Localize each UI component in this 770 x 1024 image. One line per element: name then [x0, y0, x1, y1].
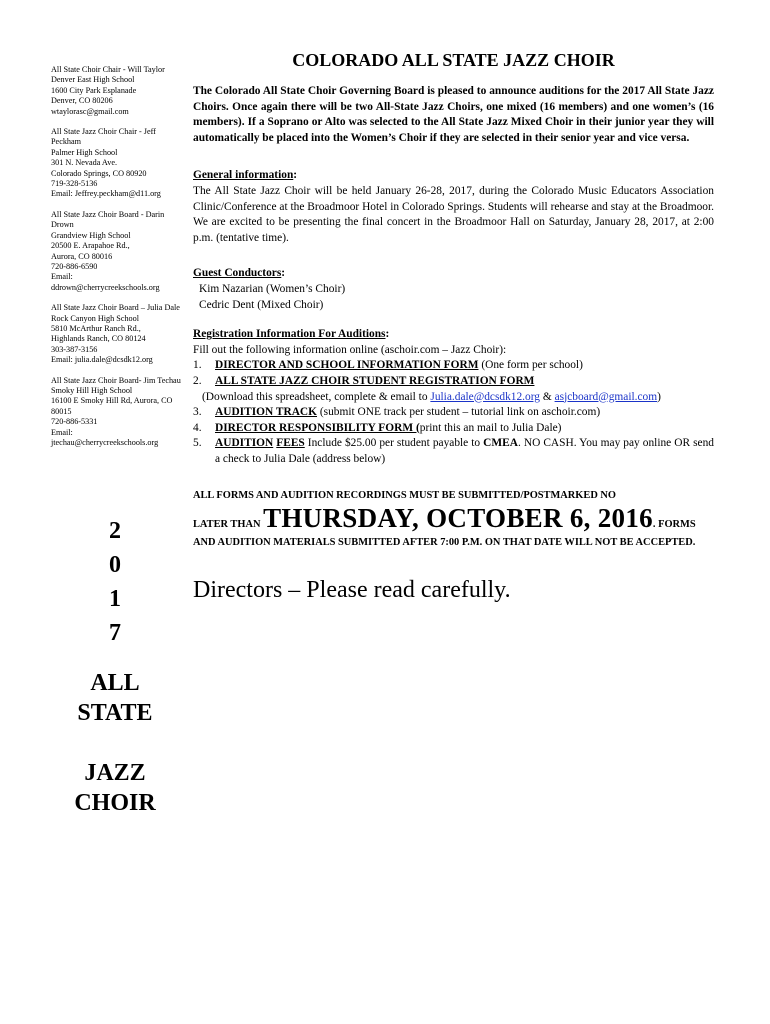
contact-line: 5810 McArthur Ranch Rd., — [51, 323, 141, 333]
contact-line: Rock Canyon High School — [51, 313, 140, 323]
year-digit: 0 — [109, 552, 121, 578]
guest-conductor: Kim Nazarian (Women’s Choir) — [199, 282, 346, 295]
contact-line: Grandview High School — [51, 230, 131, 240]
email-link-board[interactable]: asjcboard@gmail.com — [554, 390, 658, 403]
list-text: Include $25.00 per student payable to — [304, 437, 484, 450]
guest-section — [193, 266, 714, 313]
vertical-year — [95, 514, 135, 650]
year-digit: 7 — [109, 620, 121, 646]
contact-block-board-techau — [51, 376, 181, 449]
contact-line: Palmer High School — [51, 147, 118, 157]
contact-line: All State Jazz Choir Chair - Jeff Peckham — [51, 127, 156, 147]
heading-colon: : — [385, 328, 390, 341]
download-text: ) — [657, 390, 661, 403]
contact-email[interactable]: wtaylorasc@gmail.com — [51, 106, 129, 116]
contact-line: 1600 City Park Esplanade — [51, 85, 137, 95]
deadline-line: ALL FORMS AND AUDITION RECORDINGS MUST BE SUBMITTED/POSTMARKED NO — [193, 490, 617, 502]
contact-line: Colorado Springs, CO 80920 — [51, 168, 147, 178]
audition-track-link[interactable]: AUDITION TRACK — [215, 406, 318, 419]
list-text: . NO CASH. You may pay online OR send a check to Julia Dale (address below) — [215, 437, 714, 465]
year-digit: 1 — [109, 586, 121, 612]
contact-email[interactable]: jtechau@cherrycreekschools.org — [51, 438, 159, 447]
list-number: 1. — [193, 359, 202, 372]
deadline-forms: FORMS — [655, 519, 696, 531]
download-text: (Download this spreadsheet, complete & email to — [202, 390, 431, 403]
intro-paragraph: The Colorado All State Choir Governing Board is pleased to announce auditions for the 2017 All State Jazz Choirs. Once again there will be two All-State Jazz Choirs, one mixed (16 members) and one women’s (16 members). If a Soprano or Alto was selected to the All State Jazz Mixed Choir in their junior year they will automatically be placed into the Women’s Choir if they are selected in their senior year and vice versa. — [193, 85, 714, 144]
contact-line: Email: — [51, 427, 73, 437]
contact-line: Highlands Ranch, CO 80124 — [51, 334, 146, 344]
contact-line: Denver East High School — [51, 75, 135, 85]
deadline-period: . — [652, 519, 656, 531]
list-item — [193, 405, 714, 421]
registration-section — [193, 327, 714, 467]
contact-line: Denver, CO 80206 — [51, 96, 113, 106]
side-title-line: ALL — [90, 670, 140, 696]
cmea-label: CMEA — [483, 437, 518, 450]
contact-line: Smoky Hill High School — [51, 385, 133, 395]
contact-line: Email: — [51, 272, 73, 282]
deadline-notice — [193, 487, 714, 552]
list-text: print this an mail to Julia Dale) — [419, 421, 562, 434]
contact-line: 719-328-5136 — [51, 179, 98, 189]
contact-line: 20500 E. Arapahoe Rd., — [51, 241, 130, 251]
list-item — [193, 436, 714, 467]
list-item — [193, 374, 714, 390]
main-content — [193, 48, 714, 604]
list-text: (submit ONE track per student – tutorial link on aschoir.com) — [317, 406, 601, 419]
contact-line: All State Choir Chair - Will Taylor — [51, 65, 165, 74]
download-text: & — [540, 390, 555, 403]
registration-intro: Fill out the following information online (aschoir.com – Jazz Choir): — [193, 343, 507, 356]
contact-line: 720-886-5331 — [51, 417, 98, 427]
contact-line: 301 N. Nevada Ave. — [51, 158, 118, 168]
general-text: The All State Jazz Choir will be held January 26-28, 2017, during the Colorado Music Educators Association Clinic/Conference at the Broadmoor Hotel in Colorado Springs. Students will rehearse and stay at the Broadmoor. We are excited to be presenting the final concert in the Broadmoor Hall on Saturday, January 28, 2017, at 2:00 p.m. (tentative time). — [193, 184, 714, 244]
list-item — [193, 358, 714, 374]
contact-block-board-dale — [51, 303, 181, 365]
directors-note: Directors – Please read carefully. — [193, 577, 511, 604]
guest-conductor: Cedric Dent (Mixed Choir) — [199, 298, 324, 311]
list-item — [193, 421, 714, 437]
contact-email[interactable]: Email: julia.dale@dcsdk12.org — [51, 355, 153, 365]
registration-heading: Registration Information For Auditions — [193, 328, 386, 341]
contact-line: 720-886-6590 — [51, 261, 98, 271]
director-responsibility-form-link[interactable]: DIRECTOR RESPONSIBILITY FORM ( — [215, 421, 420, 434]
side-title-line: CHOIR — [74, 790, 156, 816]
deadline-rest: AND AUDITION MATERIALS SUBMITTED AFTER 7:00 P.M. ON THAT DATE WILL NOT BE ACCEPTED. — [193, 537, 696, 549]
list-number: 3. — [193, 406, 202, 419]
contact-block-board-drown — [51, 210, 181, 293]
list-number: 2. — [193, 374, 202, 387]
side-title — [55, 668, 175, 818]
list-text: (One form per school) — [478, 359, 583, 372]
contact-line: All State Jazz Choir Board – Julia Dale — [51, 303, 180, 313]
heading-colon: : — [281, 267, 286, 280]
general-section — [193, 168, 714, 246]
year-digit: 2 — [109, 518, 121, 544]
student-registration-form-link[interactable]: ALL STATE JAZZ CHOIR STUDENT REGISTRATION FORM — [215, 374, 535, 387]
deadline-later: LATER THAN — [193, 519, 264, 531]
contact-line: 303-387-3156 — [51, 344, 98, 354]
list-number: 5. — [193, 437, 202, 450]
general-heading: General information — [193, 169, 294, 182]
side-title-line: STATE — [77, 700, 153, 726]
page-title: COLORADO ALL STATE JAZZ CHOIR — [292, 50, 615, 70]
heading-colon: : — [293, 169, 298, 182]
director-school-form-link[interactable]: DIRECTOR AND SCHOOL INFORMATION FORM — [215, 359, 479, 372]
contact-line: All State Jazz Choir Board- Jim Techau — [51, 375, 181, 385]
contact-email[interactable]: ddrown@cherrycreekschools.org — [51, 282, 160, 292]
list-number: 4. — [193, 421, 202, 434]
side-title-line: JAZZ — [84, 760, 146, 786]
contact-block-choir-chair — [51, 65, 181, 117]
contact-block-jazz-chair — [51, 127, 181, 200]
email-link-julia[interactable]: Julia.dale@dcsdk12.org — [430, 390, 541, 403]
guest-heading: Guest Conductors — [193, 267, 282, 280]
contact-email[interactable]: Email: Jeffrey.peckham@d11.org — [51, 189, 161, 199]
contact-line: 16100 E Smoky Hill Rd, Aurora, CO 80015 — [51, 396, 173, 416]
fees-label[interactable]: FEES — [276, 437, 305, 450]
contact-line: Aurora, CO 80016 — [51, 251, 113, 261]
contact-line: All State Jazz Choir Board - Darin Drown — [51, 209, 165, 230]
deadline-date: THURSDAY, OCTOBER 6, 2016 — [263, 503, 653, 534]
audition-label[interactable]: AUDITION — [215, 437, 274, 450]
contact-sidebar — [51, 65, 181, 458]
download-note — [193, 390, 714, 406]
